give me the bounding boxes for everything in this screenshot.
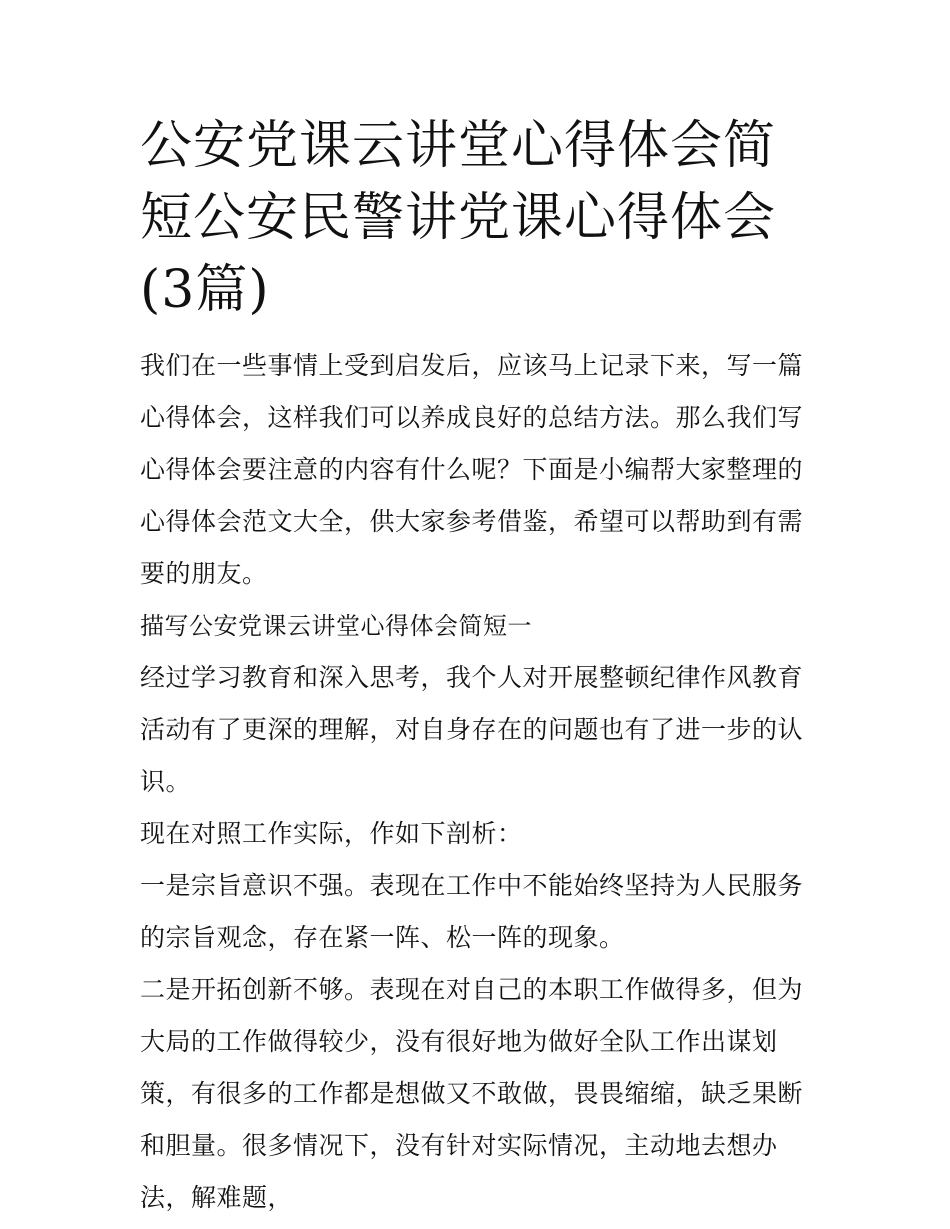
document-body: [140, 340, 820, 1224]
body-paragraph-3: 一是宗旨意识不强。表现在工作中不能始终坚持为人民服务的宗旨观念，存在紧一阵、松一阵的现象。: [140, 871, 804, 952]
body-paragraph-1: 经过学习教育和深入思考，我个人对开展整顿纪律作风教育活动有了更深的理解，对自身存在的问题也有了进一步的认识。: [140, 663, 804, 796]
document-content: [140, 110, 820, 1224]
body-paragraph-2: 现在对照工作实际，作如下剖析：: [140, 819, 523, 848]
body-paragraph-4: 二是开拓创新不够。表现在对自己的本职工作做得多，但为大局的工作做得较少，没有很好地为做好全队工作出谋划策，有很多的工作都是想做又不敢做，畏畏缩缩，缺乏果断和胆量。很多情况下，没有针对实际情况，主动地去想办法，解难题，: [140, 975, 804, 1212]
intro-paragraph: 我们在一些事情上受到启发后，应该马上记录下来，写一篇心得体会，这样我们可以养成良好的总结方法。那么我们写心得体会要注意的内容有什么呢？下面是小编帮大家整理的心得体会范文大全，供大家参考借鉴，希望可以帮助到有需要的朋友。: [140, 351, 804, 588]
document-title: 公安党课云讲堂心得体会简短公安民警讲党课心得体会(3篇): [140, 116, 777, 320]
section-heading: 描写公安党课云讲堂心得体会简短一: [140, 612, 532, 640]
